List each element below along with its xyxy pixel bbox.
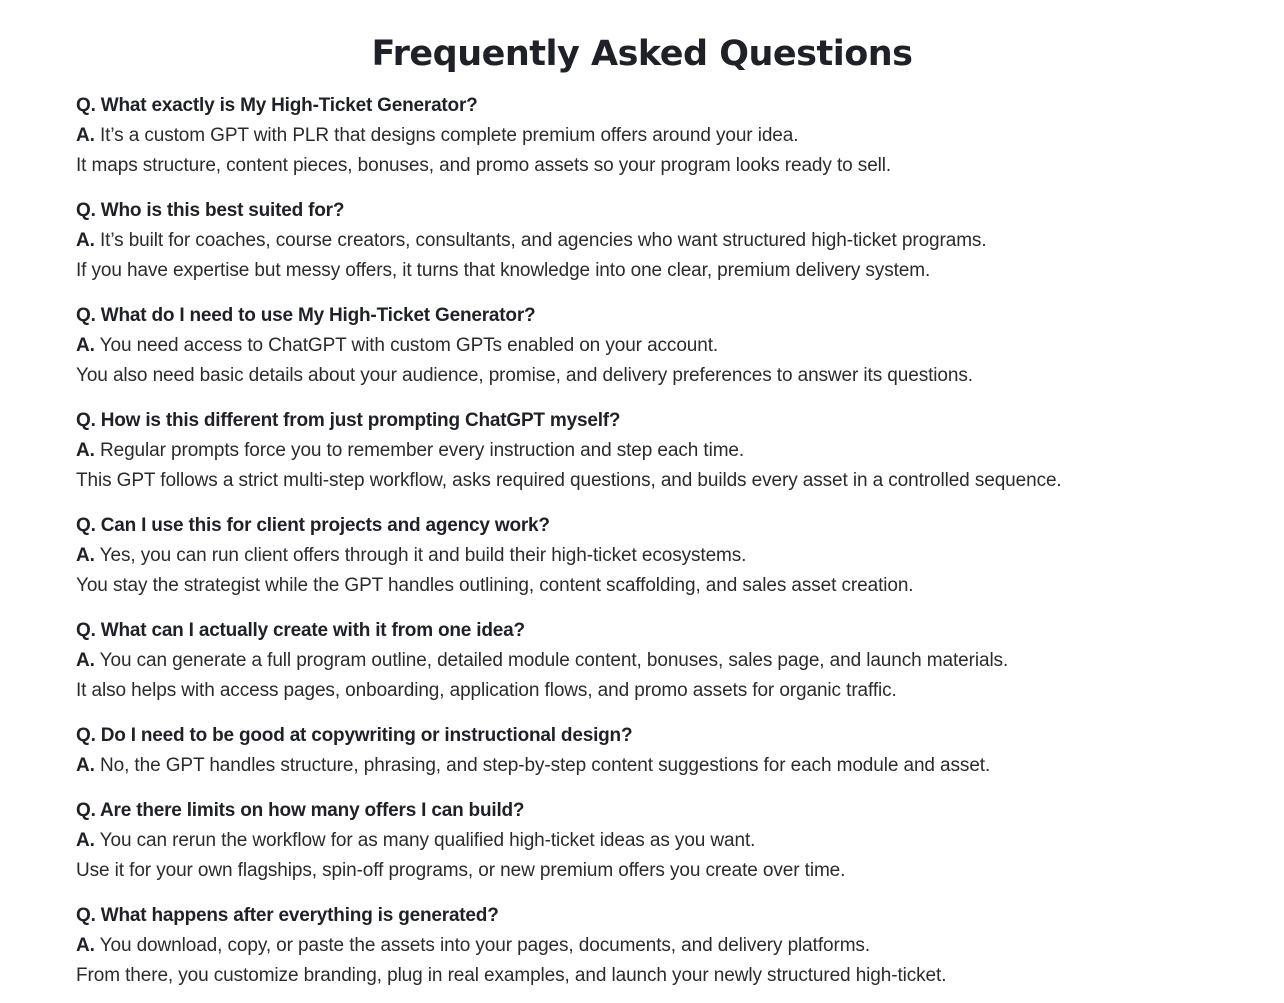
faq-question: Q. Who is this best suited for? <box>76 200 345 221</box>
faq-item-suited-for <box>76 196 1208 286</box>
answer-label: A. <box>76 125 95 146</box>
faq-answer <box>76 436 1208 466</box>
faq-answer-continued: It also helps with access pages, onboarding, application flows, and promo assets for organic traffic. <box>76 680 897 701</box>
faq-answer <box>76 646 1208 676</box>
faq-item-limits <box>76 796 1208 886</box>
answer-label: A. <box>76 755 95 776</box>
answer-label: A. <box>76 335 95 356</box>
answer-text: You download, copy, or paste the assets into your pages, documents, and delivery platforms. <box>94 935 871 956</box>
faq-answer-continued: You also need basic details about your audience, promise, and delivery preferences to answer its questions. <box>76 365 973 386</box>
faq-item-difference <box>76 406 1208 496</box>
answer-label: A. <box>76 230 95 251</box>
faq-answer <box>76 121 1208 151</box>
answer-label: A. <box>76 935 95 956</box>
answer-text: It’s built for coaches, course creators, consultants, and agencies who want structured high-ticket programs. <box>94 230 987 251</box>
answer-text: Yes, you can run client offers through it and build their high-ticket ecosystems. <box>94 545 747 566</box>
faq-question: Q. Are there limits on how many offers I can build? <box>76 800 525 821</box>
faq-answer-continued: Use it for your own flagships, spin-off programs, or new premium offers you create over time. <box>76 860 846 881</box>
answer-label: A. <box>76 440 95 461</box>
faq-question: Q. What do I need to use My High-Ticket Generator? <box>76 305 536 326</box>
faq-item-requirements <box>76 301 1208 391</box>
faq-question: Q. Do I need to be good at copywriting or instructional design? <box>76 725 633 746</box>
faq-question: Q. Can I use this for client projects and agency work? <box>76 515 550 536</box>
faq-answer <box>76 826 1208 856</box>
faq-list <box>76 91 1208 991</box>
faq-question: Q. What can I actually create with it from one idea? <box>76 620 525 641</box>
faq-question: Q. How is this different from just prompting ChatGPT myself? <box>76 410 621 431</box>
page-title: Frequently Asked Questions <box>371 34 913 74</box>
answer-text: You need access to ChatGPT with custom GPTs enabled on your account. <box>94 335 719 356</box>
answer-label: A. <box>76 650 95 671</box>
faq-answer <box>76 751 1208 781</box>
faq-item-what-is <box>76 91 1208 181</box>
faq-answer <box>76 541 1208 571</box>
answer-label: A. <box>76 830 95 851</box>
faq-item-after-generated <box>76 901 1208 991</box>
faq-answer <box>76 331 1208 361</box>
faq-answer-continued: It maps structure, content pieces, bonuses, and promo assets so your program looks ready to sell. <box>76 155 892 176</box>
faq-item-client-work <box>76 511 1208 601</box>
faq-answer-continued: You stay the strategist while the GPT handles outlining, content scaffolding, and sales asset creation. <box>76 575 914 596</box>
answer-label: A. <box>76 545 95 566</box>
answer-text: You can generate a full program outline, detailed module content, bonuses, sales page, and launch materials. <box>94 650 1009 671</box>
faq-answer <box>76 931 1208 961</box>
answer-text: You can rerun the workflow for as many qualified high-ticket ideas as you want. <box>94 830 756 851</box>
faq-question: Q. What happens after everything is generated? <box>76 905 499 926</box>
answer-text: It’s a custom GPT with PLR that designs complete premium offers around your idea. <box>94 125 799 146</box>
faq-item-what-create <box>76 616 1208 706</box>
answer-text: Regular prompts force you to remember every instruction and step each time. <box>94 440 745 461</box>
faq-item-copywriting <box>76 721 1208 781</box>
faq-answer <box>76 226 1208 256</box>
faq-answer-continued: From there, you customize branding, plug in real examples, and launch your newly structured high-ticket. <box>76 965 947 986</box>
answer-text: No, the GPT handles structure, phrasing, and step-by-step content suggestions for each module and asset. <box>94 755 991 776</box>
faq-answer-continued: This GPT follows a strict multi-step workflow, asks required questions, and builds every asset in a controlled sequence. <box>76 470 1062 491</box>
faq-answer-continued: If you have expertise but messy offers, it turns that knowledge into one clear, premium delivery system. <box>76 260 931 281</box>
faq-question: Q. What exactly is My High-Ticket Generator? <box>76 95 478 116</box>
